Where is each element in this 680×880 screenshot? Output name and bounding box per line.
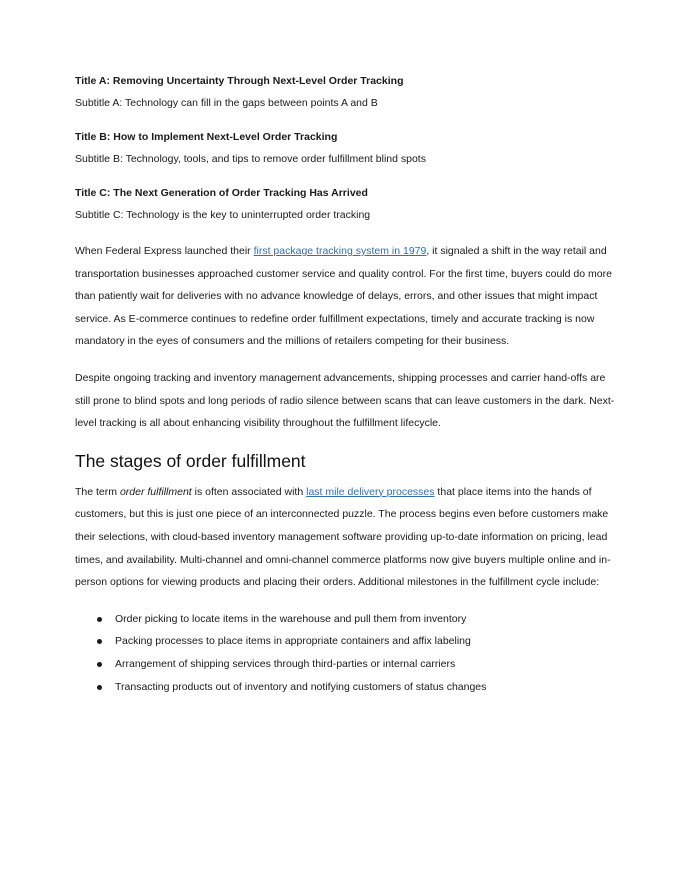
subtitle-a: Subtitle A: Technology can fill in the gaps between points A and B — [75, 97, 378, 109]
section-emphasis: order fulfillment — [119, 485, 192, 498]
list-item-text: Order picking to locate items in the warehouse and pull them from inventory — [115, 612, 467, 625]
intro-p1-text-after: , it signaled a shift in the way retail and transportation businesses approached customer service and quality control. For the first time, buyers could do more than patiently wait for deliveries with no advance knowledge of delays, errors, and other issues that might impact service. As E-commerce continues to redefine order fulfillment expectations, timely and accurate tracking is now mandatory in the eyes of consumers and the millions of retailers competing for their business. — [75, 245, 612, 348]
list-item — [97, 608, 615, 631]
first-package-tracking-link[interactable]: first package tracking system in 1979 — [253, 245, 427, 257]
milestone-list — [75, 608, 615, 698]
intro-p1-text-before: When Federal Express launched their — [75, 245, 254, 257]
list-item — [97, 653, 615, 676]
document-page — [75, 72, 615, 698]
section-text-end: that place items into the hands of customers, but this is just one piece of an interconnected puzzle. The process begins even before customers make their selections, with cloud-based inventory management software providing up-to-date information on pricing, lead times, and availability. Multi-channel and omni-channel commerce platforms now give buyers multiple online and in-person options for viewing products and placing their orders. Additional milestones in the fulfillment cycle include: — [75, 485, 611, 589]
section-text-mid: is often associated with — [191, 485, 307, 498]
list-item — [97, 676, 615, 699]
bullet-icon — [97, 617, 102, 622]
list-item — [97, 630, 615, 653]
section-paragraph — [75, 481, 615, 594]
bullet-icon — [97, 639, 102, 644]
subtitle-c: Subtitle C: Technology is the key to uninterrupted order tracking — [75, 209, 371, 221]
list-item-text: Packing processes to place items in appropriate containers and affix labeling — [115, 635, 471, 648]
list-item-text: Arrangement of shipping services through third-parties or internal carriers — [115, 657, 456, 670]
title-c: Title C: The Next Generation of Order Tracking Has Arrived — [75, 187, 368, 199]
bullet-icon — [97, 685, 102, 690]
intro-paragraph-1 — [75, 240, 615, 353]
title-b: Title B: How to Implement Next-Level Order Tracking — [75, 131, 338, 143]
title-a: Title A: Removing Uncertainty Through Next-Level Order Tracking — [75, 75, 404, 87]
section-text-start: The term — [75, 485, 120, 498]
section-heading: The stages of order fulfillment — [75, 450, 306, 471]
intro-paragraph-2: Despite ongoing tracking and inventory management advancements, shipping processes and carrier hand-offs are still prone to blind spots and long periods of radio silence between scans that can leave customers in the dark. Next-level tracking is all about enhancing visibility throughout the fulfillment lifecycle. — [75, 371, 615, 430]
last-mile-delivery-link[interactable]: last mile delivery processes — [306, 485, 435, 498]
list-item-text: Transacting products out of inventory and notifying customers of status changes — [115, 680, 487, 693]
subtitle-b: Subtitle B: Technology, tools, and tips to remove order fulfillment blind spots — [75, 153, 426, 165]
bullet-icon — [97, 662, 102, 667]
